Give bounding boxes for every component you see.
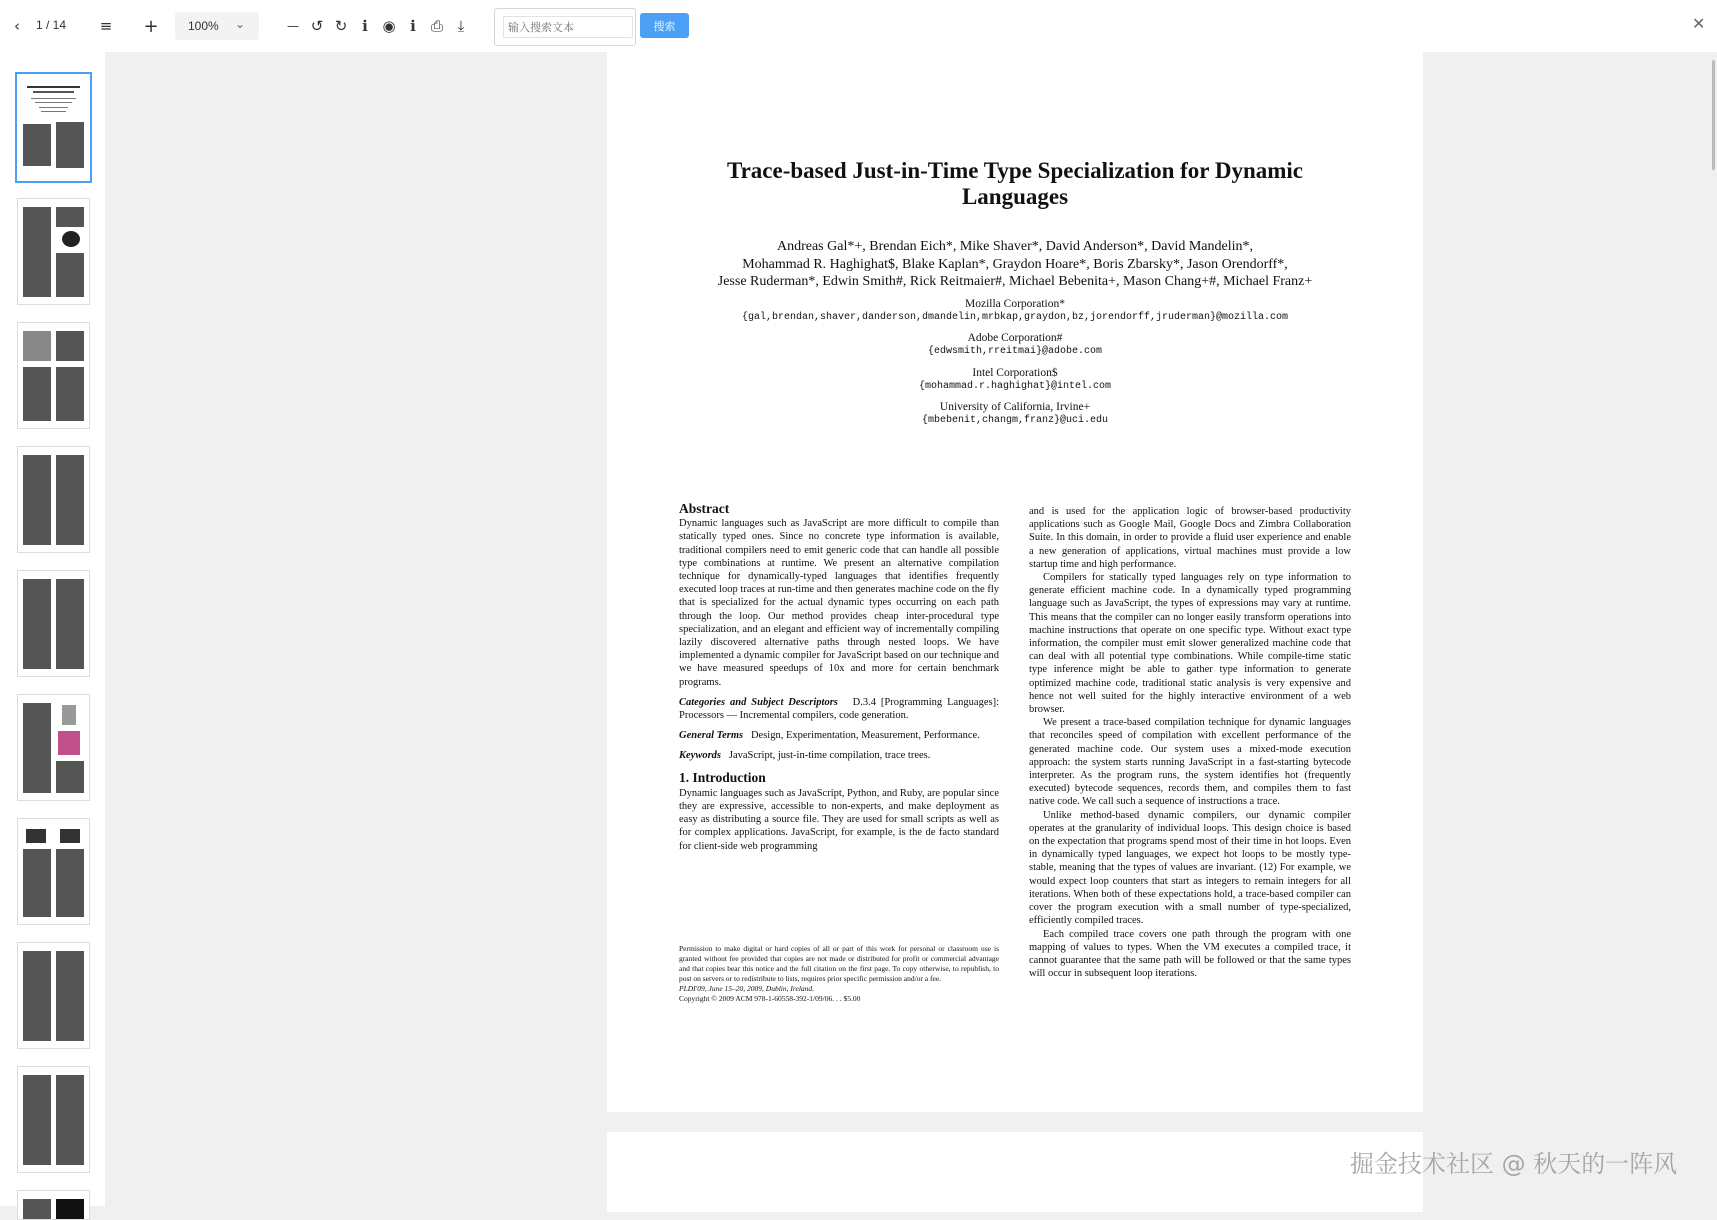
thumbnail-page-2[interactable] — [17, 198, 90, 305]
left-column — [679, 502, 999, 853]
thumbnail-page-3[interactable] — [17, 322, 90, 429]
affiliation-uci — [707, 401, 1323, 427]
right-paragraph-3: We present a trace-based compilation technique for dynamic languages that reconciles speed of compilation with excellent performance of the generated machine code. Our system uses a mixed-mode execution approach: the system starts running JavaScript in a fast-starting bytecode interpreter. As the program runs, the system identifies hot (frequently executed) bytecode sequences, records them, and compiles them to fast native code. We call such a sequence of instructions a trace. — [1029, 717, 1351, 808]
scrollbar-thumb[interactable] — [1712, 60, 1715, 170]
categories-label: Categories and Subject Descriptors — [679, 696, 838, 708]
keywords-text: JavaScript, just-in-time compilation, trace trees. — [728, 750, 931, 762]
affiliation-emails: {edwsmith,rreitmai}@adobe.com — [927, 346, 1103, 357]
categories-paragraph — [679, 696, 999, 722]
affiliation-name: University of California, Irvine+ — [939, 401, 1091, 413]
right-column — [1029, 505, 1351, 980]
info-icon[interactable]: ℹ — [362, 17, 368, 35]
general-terms-paragraph — [679, 729, 999, 742]
thumbnail-page-5[interactable] — [17, 570, 90, 677]
affiliation-emails: {gal,brendan,shaver,danderson,dmandelin,mrbkap,graydon,bz,jorendorff,jruderman}@mozilla.com — [741, 312, 1289, 323]
authors-line-3: Jesse Ruderman*, Edwin Smith#, Rick Reitmaier#, Michael Bebenita+, Mason Chang+#, Michael Franz+ — [717, 274, 1313, 289]
right-paragraph-5: Each compiled trace covers one path through the program with one mapping of values to types. When the VM executes a compiled trace, it cannot guarantee that the same path will be followed or that the same types will occur in subsequent loop iterations. — [1029, 928, 1351, 980]
thumbnail-page-6[interactable] — [17, 694, 90, 801]
page-indicator: 1 / 14 — [36, 18, 67, 32]
categories-text: D.3.4 [Programming Languages]: Processors — Incremental compilers, code generation. — [679, 696, 999, 722]
info-alt-icon[interactable]: ℹ — [410, 17, 416, 35]
affiliation-emails: {mbebenit,changm,franz}@uci.edu — [921, 415, 1109, 426]
keywords-label: Keywords — [679, 750, 721, 762]
rotate-left-icon[interactable]: ↺ — [310, 17, 324, 35]
watermark: 掘金技术社区 @ 秋天的一阵风 — [1350, 1150, 1678, 1178]
thumbnail-page-7[interactable] — [17, 818, 90, 925]
thumbnail-page-1[interactable] — [15, 72, 92, 183]
affiliation-emails: {mohammad.r.haghighat}@intel.com — [918, 381, 1112, 392]
print-icon[interactable]: ⎙ — [430, 17, 443, 35]
pdf-page-1 — [607, 52, 1423, 1112]
permission-text: Permission to make digital or hard copies of all or part of this work for personal or classroom use is granted without fee provided that copies are not made or distributed for profit or commercial advantage and that copies bear this notice and the full citation on the first page. To copy otherwise, to republish, to post on servers or to redistribute to lists, requires prior specific permission and/or a fee. — [679, 944, 999, 983]
right-paragraph-4: Unlike method-based dynamic compilers, our dynamic compiler operates at the granularity of individual loops. This design choice is based on the expectation that programs spend most of their time in hot loops. Even in dynamically typed languages, we expect hot loops to be mostly type-stable, meaning that the types of values are invariant. (12) For example, we would expect loop counters that start as integers to remain integers for all iterations. When both of these expectations hold, a trace-based compiler can cover the program execution with a small number of type-specialized, efficiently compiled traces. — [1029, 809, 1351, 927]
zoom-select[interactable] — [175, 12, 259, 40]
chevron-down-icon: ⌄ — [235, 17, 246, 31]
search-input[interactable] — [503, 16, 633, 38]
zoom-value: 100% — [188, 19, 219, 33]
scrollbar[interactable] — [1707, 52, 1717, 1206]
search-button[interactable]: 搜索 — [640, 13, 689, 38]
paper-authors — [667, 238, 1363, 291]
zoom-in-icon[interactable]: + — [143, 15, 159, 37]
affiliation-intel — [707, 367, 1323, 393]
close-icon[interactable]: ✕ — [1692, 14, 1706, 33]
thumbnail-page-4[interactable] — [17, 446, 90, 553]
authors-line-2: Mohammad R. Haghighat$, Blake Kaplan*, Graydon Hoare*, Boris Zbarsky*, Jason Orendorff*, — [742, 256, 1288, 272]
eye-icon[interactable]: ◉ — [382, 17, 396, 35]
rotate-right-icon[interactable]: ↻ — [334, 17, 348, 35]
abstract-text: Dynamic languages such as JavaScript are more difficult to compile than statically typed ones. Since no concrete type information is available, traditional compilers need to emit generic code that can handle all possible type combinations at runtime. We present an alternative compilation technique for dynamically-typed languages that identifies frequently executed loop traces at run-time and then generates machine code on the fly that is specialized for the actual dynamic types occurring on each path through the loop. Our method provides cheap inter-procedural type specialization, and an elegant and efficient way of incrementally compiling lazily discovered alternative paths through nested loops. We have implemented a dynamic compiler for JavaScript based on our technique and we have measured speedups of 10x and more for certain benchmark programs. — [679, 518, 999, 688]
prev-page-icon[interactable]: ‹ — [14, 17, 20, 35]
keywords-paragraph — [679, 749, 999, 762]
document-viewer[interactable] — [105, 52, 1717, 1206]
pdf-page-2 — [607, 1132, 1423, 1212]
affiliation-name: Adobe Corporation# — [967, 332, 1063, 344]
general-terms-text: Design, Experimentation, Measurement, Performance. — [750, 730, 980, 742]
authors-line-1: Andreas Gal*+, Brendan Eich*, Mike Shaver*, David Anderson*, David Mandelin*, — [776, 239, 1253, 254]
zoom-out-icon[interactable]: — — [287, 19, 299, 33]
thumbnail-sidebar — [0, 52, 105, 1206]
abstract-heading: Abstract — [679, 501, 730, 516]
permission-notice — [679, 944, 999, 1004]
thumbnail-page-8[interactable] — [17, 942, 90, 1049]
affiliation-adobe — [707, 332, 1323, 358]
search-box — [494, 8, 636, 46]
conference-info: PLDI'09, June 15–20, 2009, Dublin, Ireland. — [679, 984, 815, 993]
sidebar-toggle-icon[interactable]: ≡ — [99, 17, 113, 35]
intro-text: Dynamic languages such as JavaScript, Python, and Ruby, are popular since they are expressive, accessible to non-experts, and make deployment as easy as distributing a source file. They are used for small scripts as well as for complex applications. JavaScript, for example, is the de facto standard for client-side web programming — [679, 787, 999, 852]
toolbar — [0, 0, 1717, 52]
paper-title: Trace-based Just-in-Time Type Specialization for Dynamic Languages — [726, 158, 1304, 209]
thumbnail-page-9[interactable] — [17, 1066, 90, 1173]
intro-heading: 1. Introduction — [679, 769, 766, 785]
affiliation-name: Intel Corporation$ — [972, 367, 1058, 379]
download-icon[interactable]: ⤓ — [457, 17, 465, 35]
copyright-info: Copyright © 2009 ACM 978-1-60558-392-1/09/06. . . $5.00 — [679, 994, 861, 1003]
thumbnail-page-10[interactable] — [17, 1190, 90, 1220]
right-paragraph-1: and is used for the application logic of browser-based productivity applications such as Google Mail, Google Docs and Zimbra Collaboration Suite. In this domain, in order to provide a fluid user experience and enable a new generation of applications, virtual machines must provide a low startup time and high performance. — [1029, 506, 1351, 570]
affiliation-name: Mozilla Corporation* — [965, 298, 1065, 310]
affiliation-mozilla — [707, 298, 1323, 324]
general-terms-label: General Terms — [679, 730, 744, 742]
right-paragraph-2: Compilers for statically typed languages rely on type information to generate efficient machine code. In a dynamically typed programming language such as JavaScript, the types of expressions may vary at runtime. This means that the compiler can no longer easily transform operations into machine instructions that operate on one specific type. Without exact type information, the compiler must emit slower generalized machine code that can deal with all potential type combinations. While compile-time static type inference might be able to gather type information to generate optimized machine code, traditional static analysis is very expensive and hence not well suited for the highly interactive environment of a web browser. — [1029, 572, 1351, 716]
